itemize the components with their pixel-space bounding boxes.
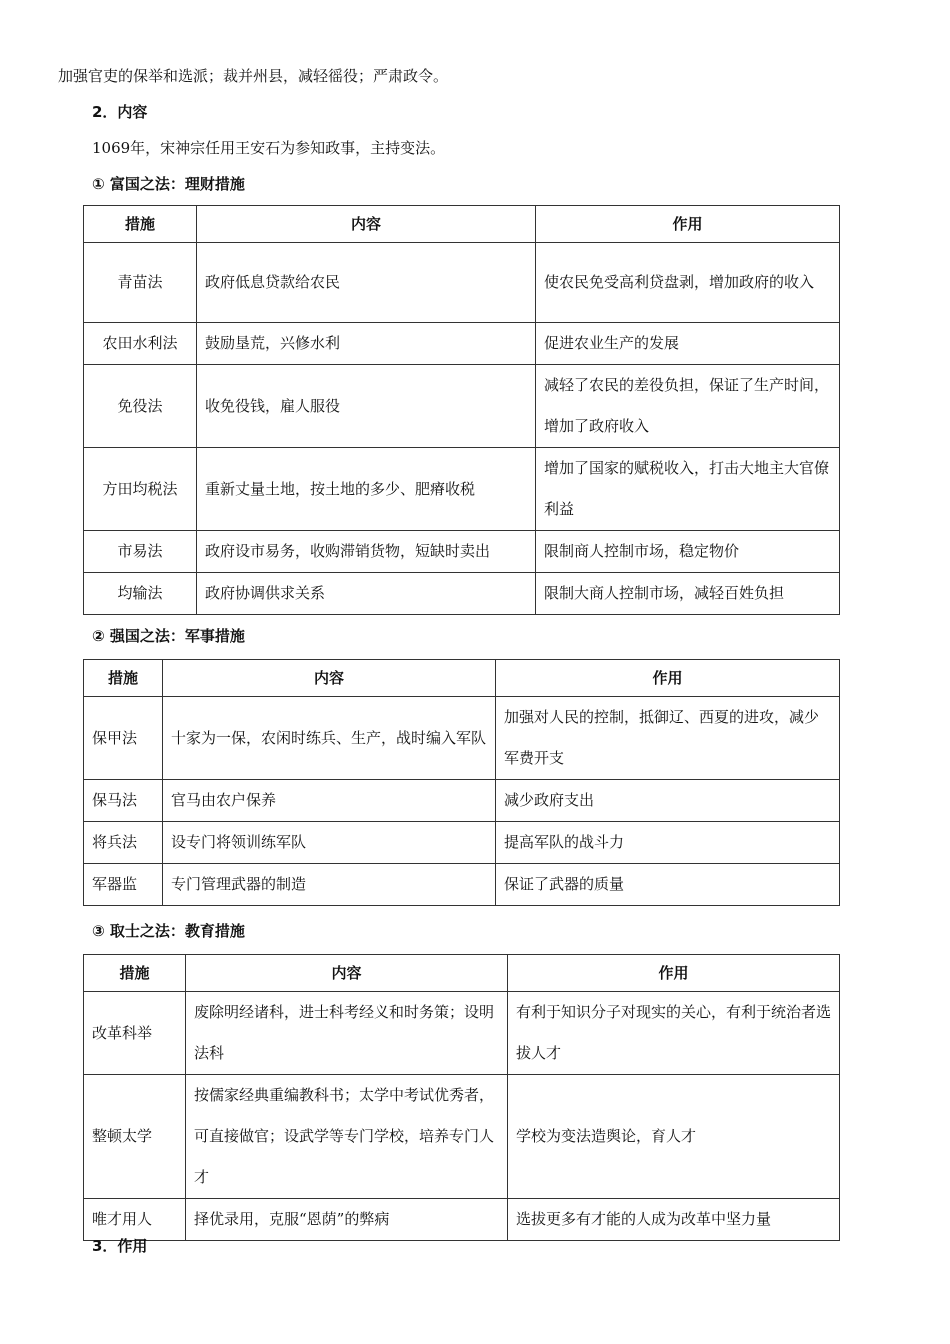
- effect-cell: 限制商人控制市场，稳定物价: [536, 531, 840, 573]
- table2-heading: ② 强国之法：军事措施: [92, 627, 245, 645]
- content-cell: 政府协调供求关系: [197, 573, 536, 615]
- measure-cell: 将兵法: [84, 822, 163, 864]
- measure-cell: 方田均税法: [84, 448, 197, 531]
- table-header-row: [84, 955, 840, 992]
- content-cell: 政府设市易务，收购滞销货物，短缺时卖出: [197, 531, 536, 573]
- table-row: [84, 573, 840, 615]
- content-cell: 政府低息贷款给农民: [197, 243, 536, 323]
- content-cell: 专门管理武器的制造: [163, 864, 496, 906]
- content-cell: 收免役钱，雇人服役: [197, 365, 536, 448]
- effect-cell: 减轻了农民的差役负担，保证了生产时间，增加了政府收入: [536, 365, 840, 448]
- measure-cell: 保马法: [84, 780, 163, 822]
- header-measure: 措施: [84, 955, 186, 992]
- education-measures-table: [83, 954, 840, 1241]
- effect-cell: 选拔更多有才能的人成为改革中坚力量: [508, 1199, 840, 1241]
- effect-cell: 保证了武器的质量: [496, 864, 840, 906]
- header-effect: 作用: [496, 660, 840, 697]
- header-content: 内容: [186, 955, 508, 992]
- content-cell: 设专门将领训练军队: [163, 822, 496, 864]
- table-row: [84, 992, 840, 1075]
- military-measures-table: [83, 659, 840, 906]
- measure-cell: 军器监: [84, 864, 163, 906]
- header-content: 内容: [163, 660, 496, 697]
- table1-heading: ① 富国之法：理财措施: [92, 175, 245, 193]
- effect-cell: 提高军队的战斗力: [496, 822, 840, 864]
- table-row: [84, 531, 840, 573]
- measure-cell: 保甲法: [84, 697, 163, 780]
- effect-cell: 减少政府支出: [496, 780, 840, 822]
- measure-cell: 唯才用人: [84, 1199, 186, 1241]
- intro-line: 加强官吏的保举和选派；裁并州县，减轻徭役；严肃政令。: [58, 67, 449, 85]
- effect-cell: 促进农业生产的发展: [536, 323, 840, 365]
- effect-cell: 加强对人民的控制，抵御辽、西夏的进攻，减少军费开支: [496, 697, 840, 780]
- measure-cell: 整顿太学: [84, 1075, 186, 1199]
- measure-cell: 均输法: [84, 573, 197, 615]
- measure-cell: 市易法: [84, 531, 197, 573]
- table-row: [84, 243, 840, 323]
- content-cell: 废除明经诸科，进士科考经义和时务策；设明法科: [186, 992, 508, 1075]
- fiscal-measures-table: [83, 205, 840, 615]
- effect-cell: 使农民免受高利贷盘剥，增加政府的收入: [536, 243, 840, 323]
- table-row: [84, 780, 840, 822]
- table-row: [84, 448, 840, 531]
- section-3-heading: 3．作用: [92, 1237, 148, 1255]
- table-row: [84, 365, 840, 448]
- section-2-text: 1069年，宋神宗任用王安石为参知政事，主持变法。: [92, 139, 446, 157]
- table-row: [84, 822, 840, 864]
- section-2-heading: 2．内容: [92, 103, 148, 121]
- content-cell: 十家为一保，农闲时练兵、生产，战时编入军队: [163, 697, 496, 780]
- measure-cell: 青苗法: [84, 243, 197, 323]
- header-measure: 措施: [84, 660, 163, 697]
- measure-cell: 改革科举: [84, 992, 186, 1075]
- content-cell: 择优录用，克服“恩荫”的弊病: [186, 1199, 508, 1241]
- header-measure: 措施: [84, 206, 197, 243]
- table-row: [84, 864, 840, 906]
- table-header-row: [84, 206, 840, 243]
- content-cell: 官马由农户保养: [163, 780, 496, 822]
- header-effect: 作用: [508, 955, 840, 992]
- effect-cell: 限制大商人控制市场，减轻百姓负担: [536, 573, 840, 615]
- header-content: 内容: [197, 206, 536, 243]
- content-cell: 重新丈量土地，按土地的多少、肥瘠收税: [197, 448, 536, 531]
- measure-cell: 免役法: [84, 365, 197, 448]
- content-cell: 按儒家经典重编教科书；太学中考试优秀者，可直接做官；设武学等专门学校，培养专门人才: [186, 1075, 508, 1199]
- table3-heading: ③ 取士之法：教育措施: [92, 922, 245, 940]
- table-header-row: [84, 660, 840, 697]
- table-row: [84, 1075, 840, 1199]
- table-row: [84, 1199, 840, 1241]
- effect-cell: 有利于知识分子对现实的关心，有利于统治者选拔人才: [508, 992, 840, 1075]
- measure-cell: 农田水利法: [84, 323, 197, 365]
- header-effect: 作用: [536, 206, 840, 243]
- table-row: [84, 323, 840, 365]
- effect-cell: 学校为变法造舆论，育人才: [508, 1075, 840, 1199]
- effect-cell: 增加了国家的赋税收入，打击大地主大官僚利益: [536, 448, 840, 531]
- content-cell: 鼓励垦荒，兴修水利: [197, 323, 536, 365]
- table-row: [84, 697, 840, 780]
